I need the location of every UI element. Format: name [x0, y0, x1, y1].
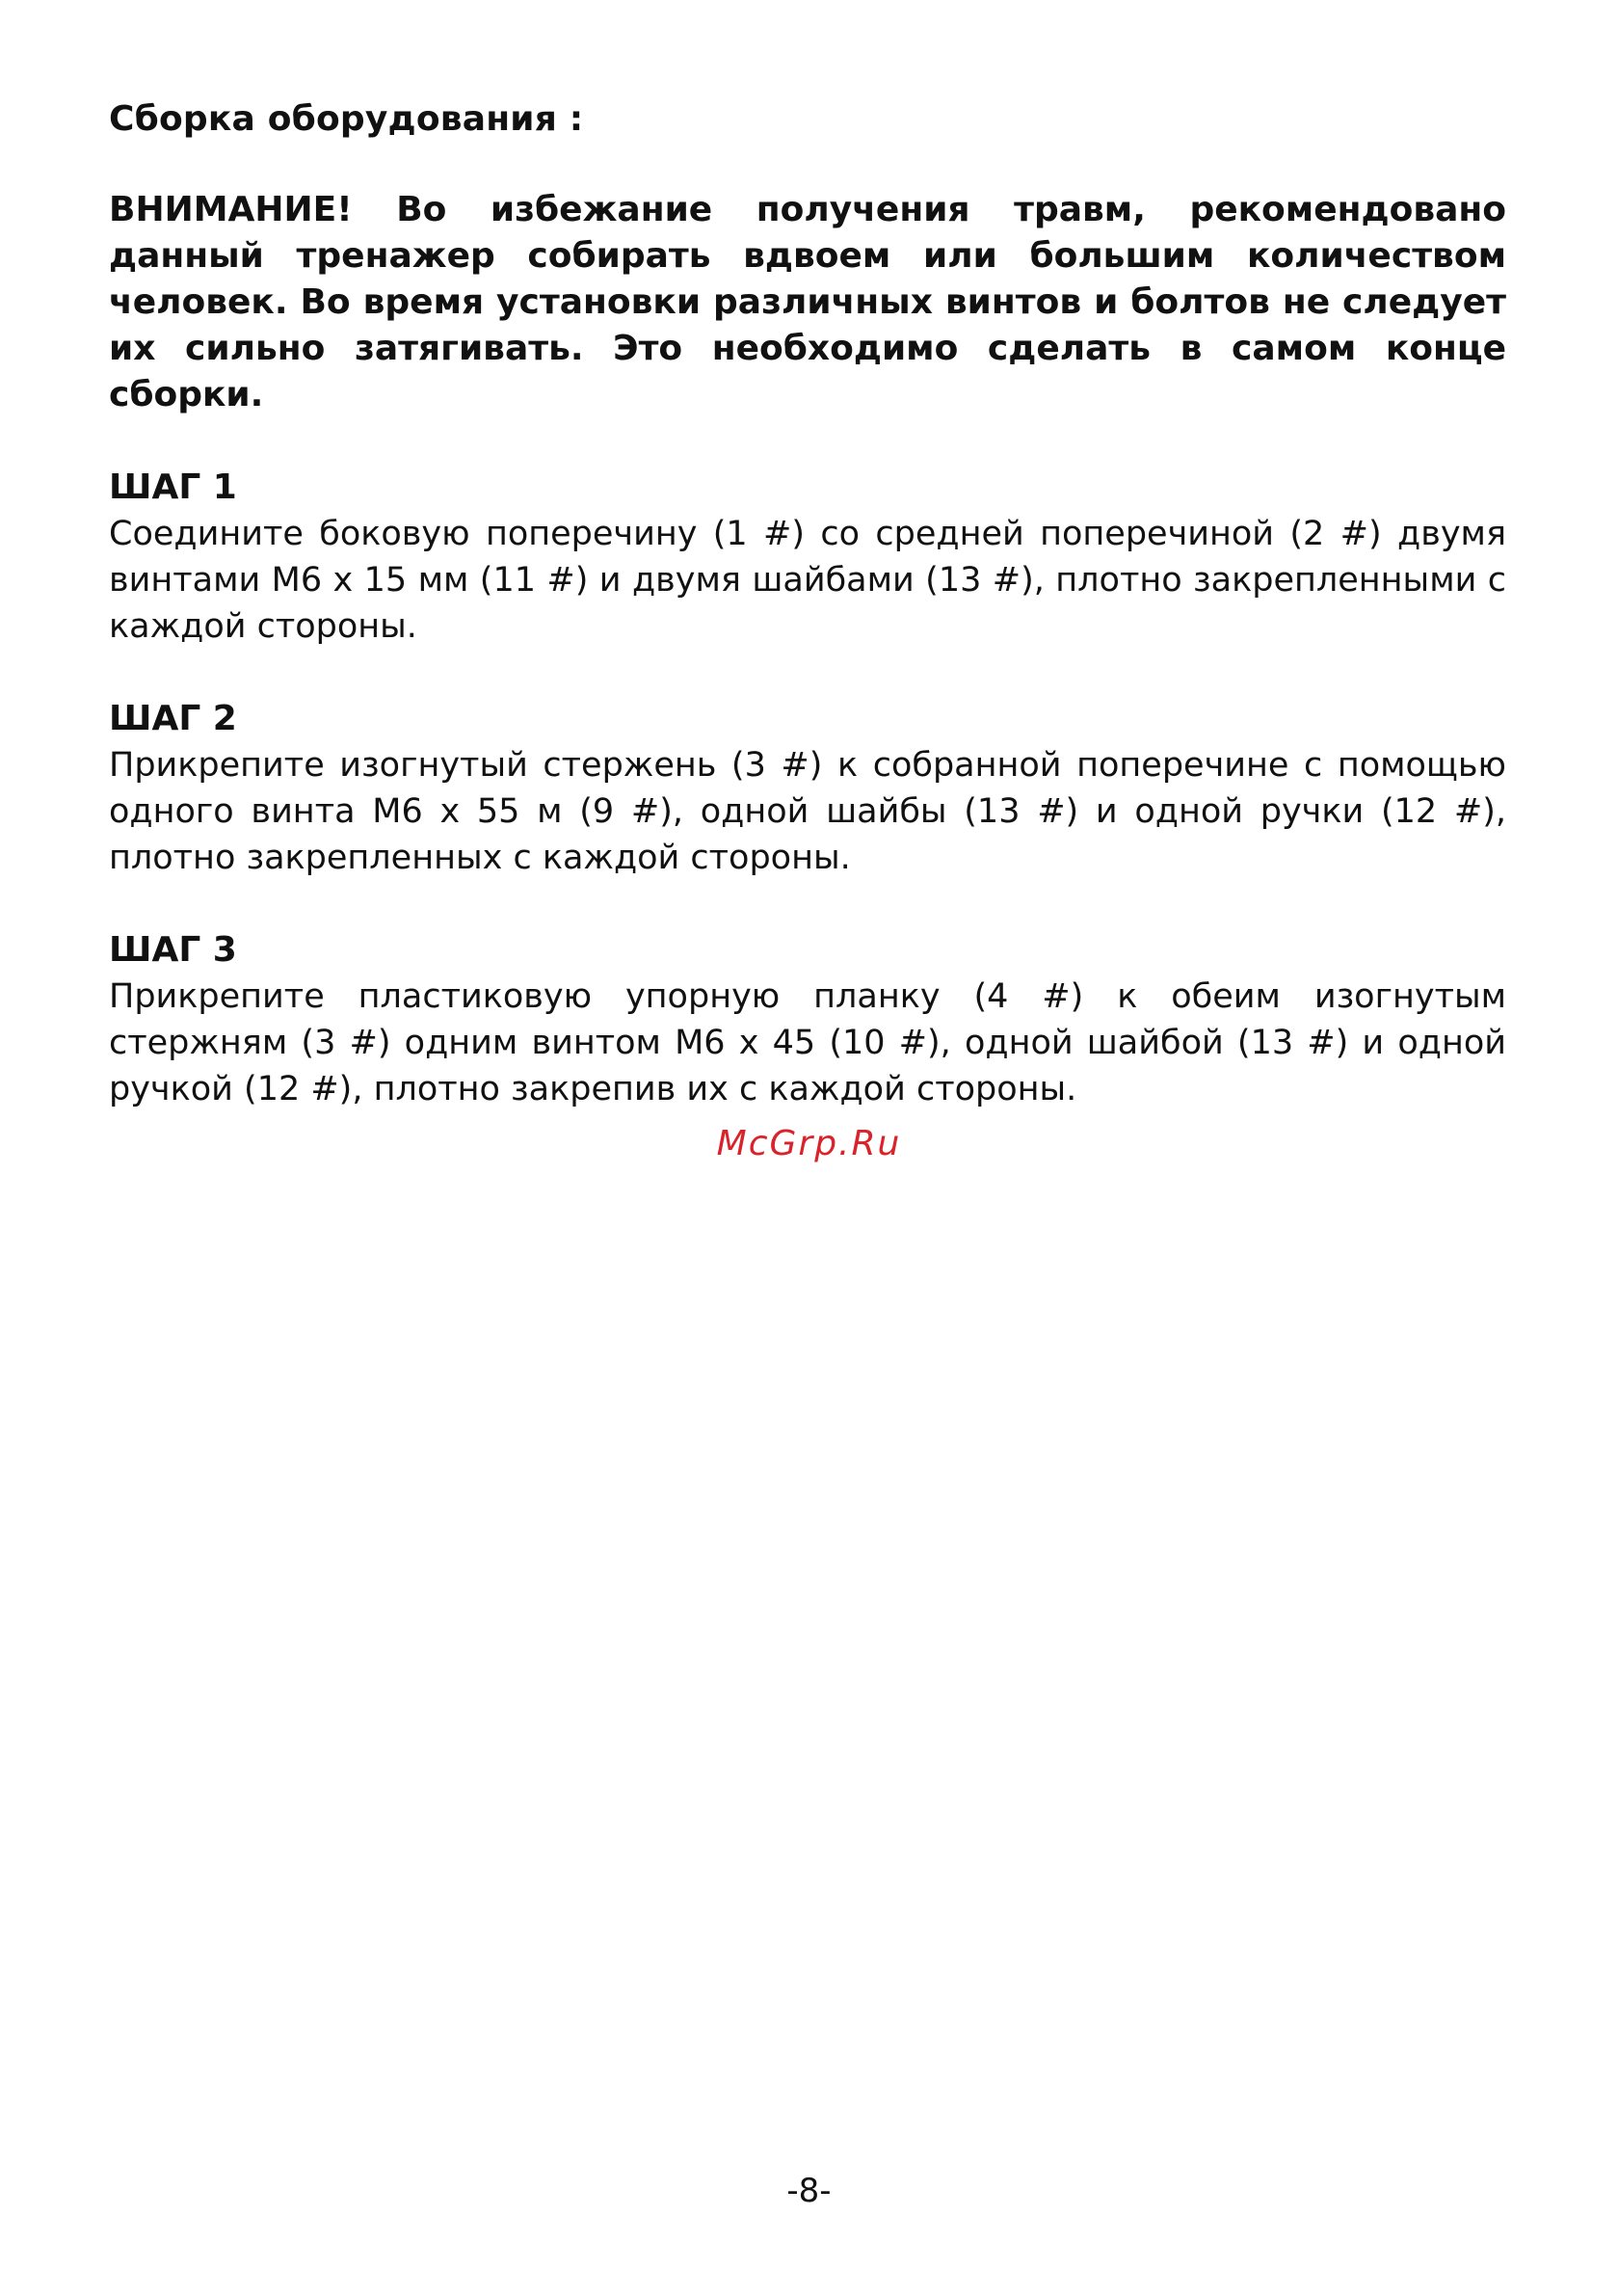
step-1-text: Соедините боковую поперечину (1 #) со средней поперечиной (2 #) двумя винтами M6 x 15 мм (11 #) и двумя шайбами (13 #), плотно закрепленными с каждой стороны. — [109, 515, 1506, 646]
warning-paragraph: ВНИМАНИЕ! Во избежание получения травм, рекомендовано данный тренажер собирать вдвоем или большим количеством человек. Во время установки различных винтов и болтов не следует их сильно затягивать. Это необходимо сделать в самом конце сборки. — [109, 190, 1506, 414]
step-2-heading: ШАГ 2 — [109, 699, 237, 738]
step-1-heading: ШАГ 1 — [109, 467, 237, 507]
page-number: -8- — [786, 2172, 832, 2210]
step-3 — [109, 927, 1506, 1112]
step-1 — [109, 465, 1506, 650]
watermark-link[interactable]: McGrp.Ru — [716, 1124, 902, 1163]
step-2 — [109, 696, 1506, 881]
document-page — [109, 96, 1506, 1159]
step-3-text: Прикрепите пластиковую упорную планку (4 #) к обеим изогнутым стержням (3 #) одним винтом M6 x 45 (10 #), одной шайбой (13 #) и одной ручкой (12 #), плотно закрепив их с каждой стороны. — [109, 977, 1506, 1108]
step-2-text: Прикрепите изогнутый стержень (3 #) к собранной поперечине с помощью одного винта M6 x 55 м (9 #), одной шайбы (13 #) и одной ручки (12 #), плотно закрепленных с каждой стороны. — [109, 746, 1506, 877]
page-title: Сборка оборудования : — [109, 99, 584, 139]
step-3-heading: ШАГ 3 — [109, 930, 237, 970]
